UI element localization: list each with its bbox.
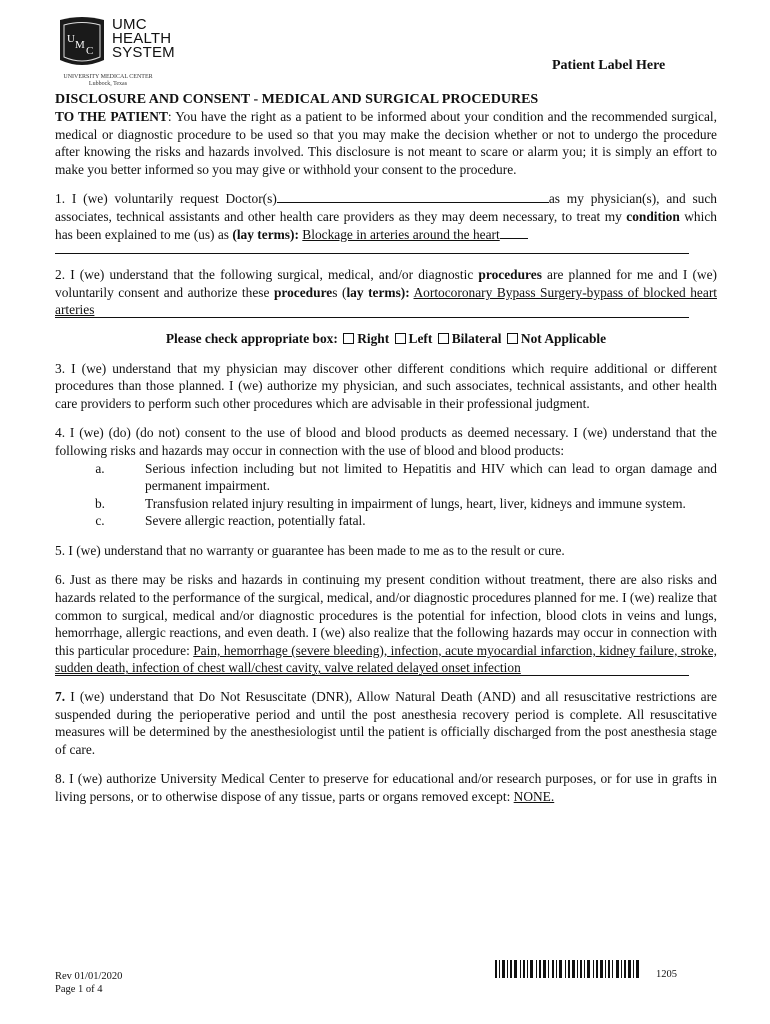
checkbox-bilateral[interactable]	[438, 333, 449, 344]
item-4b: b. Transfusion related injury resulting in impairment of lungs, heart, liver, kidneys and immune system.	[94, 495, 686, 511]
consent-body	[55, 91, 717, 806]
svg-text:C: C	[86, 45, 94, 57]
umc-logo	[56, 16, 176, 86]
item-1: 1. I (we) voluntarily request Doctor(s) as my physician(s), and such associates, technical assistants and other health care providers as they may deem necessary, to treat my condition which has been explained to me (us) as (lay terms): Blockage in arteries around the heart	[55, 191, 718, 242]
patient-label-area: Patient Label Here	[552, 58, 666, 73]
hazards-field[interactable]: Pain, hemorrhage (severe bleeding), infection, acute myocardial infarction, kidney failure, stroke, sudden death, infection of chest wall/chest cavity, valve related delayed onset infection	[55, 642, 717, 676]
umc-shield-icon	[56, 16, 108, 70]
form-code: 1205	[656, 969, 677, 980]
logo-wordmark: UMC HEALTH SYSTEM	[112, 16, 175, 61]
barcode-icon	[495, 960, 645, 978]
item-7: 7. I (we) understand that Do Not Resuscitate (DNR), Allow Natural Death (AND) and all resuscitative restrictions are suspended during the perioperative period and until the post anesthesia recovery period is complete. All resuscitative measures will be determined by the anesthesiologist until the patient is officially discharged from the post anesthesia stage of care.	[55, 689, 717, 757]
item-5: 5. I (we) understand that no warranty or guarantee has been made to me as to the result or cure.	[55, 542, 565, 558]
item-8: 8. I (we) authorize University Medical Center to preserve for educational and/or research purposes, or for use in grafts in living persons, or to otherwise dispose of any tissue, parts or organs removed except: NONE.	[55, 771, 717, 804]
checkbox-left[interactable]	[395, 333, 406, 344]
condition-extra-line[interactable]	[55, 243, 689, 254]
intro-paragraph: TO THE PATIENT: You have the right as a patient to be informed about your condition and the recommended surgical, medical or diagnostic procedure to be used so that you may make the decision whether or not to undergo the procedure after knowing the risks and hazards involved. This disclosure is not meant to scare or alarm you; it is simply an effort to make you better informed so you may give or withhold your consent to the procedure.	[55, 109, 717, 177]
svg-text:U: U	[67, 33, 75, 45]
side-checkbox-row: Please check appropriate box: Right Left Bilateral Not Applicable	[165, 330, 607, 346]
checkbox-right[interactable]	[343, 333, 354, 344]
except-field[interactable]: NONE.	[513, 789, 555, 804]
document-title: DISCLOSURE AND CONSENT - MEDICAL AND SURGICAL PROCEDURES	[55, 92, 539, 107]
doctor-name-field[interactable]	[277, 190, 549, 203]
item-4a: a. Serious infection including but not limited to Hepatitis and HIV which can lead to organ damage and permanent impairment.	[95, 460, 717, 494]
item-3: 3. I (we) understand that my physician may discover other different conditions which require additional or different procedures than those planned. I (we) authorize my physician, and such associates, technical assistants, and other health care providers to perform such other procedures which are advisable in their professional judgment.	[55, 360, 717, 411]
item-2: 2. I (we) understand that the following surgical, medical, and/or diagnostic procedures are planned for me and I (we) voluntarily consent and authorize these procedures (lay terms): Aortocoronary Bypass Surgery-bypass of blocked heart arteries	[55, 267, 717, 318]
condition-field[interactable]: Blockage in arteries around the heart	[302, 226, 500, 242]
checkbox-not-applicable[interactable]	[507, 333, 518, 344]
logo-subtitle: UNIVERSITY MEDICAL CENTER Lubbock, Texas	[63, 74, 153, 87]
footer-revision: Rev 01/01/2020 Page 1 of 4	[55, 971, 123, 995]
item-4: 4. I (we) (do) (do not) consent to the use of blood and blood products as deemed necessary. I (we) understand that the following risks and hazards may occur in connection with the use of blood and blood products:	[55, 425, 717, 458]
procedure-field[interactable]: Aortocoronary Bypass Surgery-bypass of blocked heart arteries	[55, 284, 717, 318]
item-6: 6. Just as there may be risks and hazards in continuing my present condition without treatment, there are also risks and hazards related to the performance of the surgical, medical, and/or diagnostic procedures planned for me. I (we) realize that common to surgical, medical and/or diagnostic procedures is the potential for infection, blood clots in veins and lungs, hemorrhage, allergic reactions, and even death. I (we) also realize that the following hazards may occur in connection with this particular procedure: Pain, hemorrhage (severe bleeding), infection, acute myocardial infarction, kidney failure, stroke, sudden death, infection of chest wall/chest cavity, valve related delayed onset infection	[55, 572, 717, 676]
item-4c: c. Severe allergic reaction, potentially fatal.	[95, 513, 366, 529]
svg-text:M: M	[75, 39, 85, 51]
